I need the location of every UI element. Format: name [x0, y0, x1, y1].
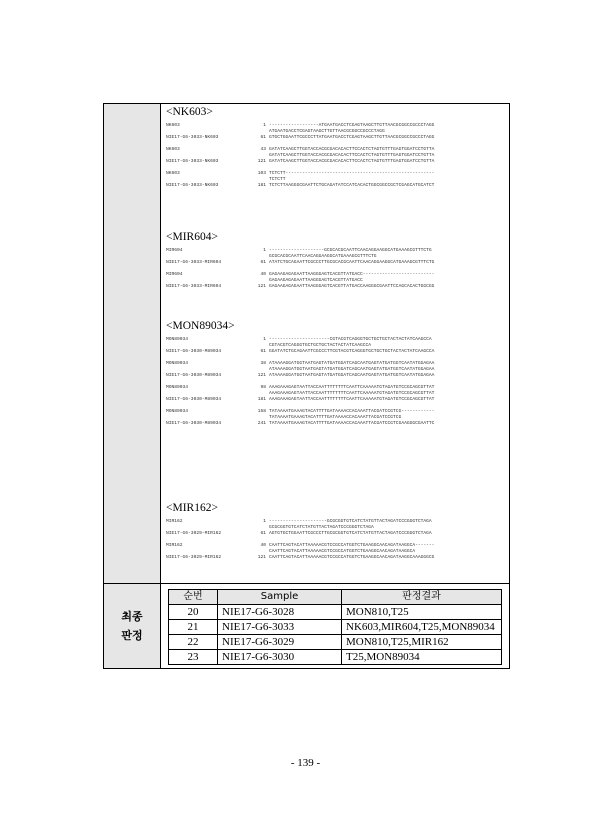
row-sample: NIE17-G6-3028: [218, 605, 342, 620]
alignment-row: [166, 159, 504, 165]
sequence-text: GATATCAAGCTTGGTACCACGCGACACACTTCCACTCTAGTGTTTGAGTGGATCCTGTTA: [269, 159, 435, 164]
sequence-text: ATGAATGACCTCGAGTAAGCTTGTTAACGCGGCCGCCCTAGG: [269, 129, 385, 134]
sequence-name: NK603: [166, 147, 180, 152]
alignment-section: [166, 104, 504, 582]
sequence-text: AAAGAAAGAGTAATTACCAATTTTTTTTCAATTCAAAAATGTAGATGTCCGCAGCGTTAT: [269, 391, 435, 396]
sequence-text: ATAAAAGGATGGTAATGAGTATGATGGATCAGCAATGAGTATGATGGTCAATATGGAGAA: [269, 367, 435, 372]
row-no: 22: [169, 635, 218, 650]
sequence-text: GAGAAGAGAGAATTAAGGGAGTCACGTTATGACC: [269, 278, 363, 283]
table-row: [169, 620, 502, 635]
sequence-text: AAAGAAAGAGTAATTACCAATTTTTTTTCAATTCAAAAATGTAGATGTCCGCAGCGTTAT: [269, 385, 435, 390]
sequence-position: 61: [260, 531, 266, 536]
sequence-name: NIE17-G6-3033-NK603: [166, 135, 219, 140]
sequence-name: NIE17-G6-3030-M89034: [166, 373, 222, 378]
sequence-text: GATATCAAGCTTGGTACCACGCGACACACTTCCACTCTAGTGTTTGAGTGGATCCTGTTA: [269, 147, 435, 152]
sequence-text: TCTCTTAAGGGCGAATTCTGCAGATATCCATCACACTGGCGGCCGCTCGAGCATGCATCT: [269, 183, 435, 188]
sequence-text: ---------------------GCGCGGTGTCATCTATGTTACTAGATCCCGGGTCTAGA: [269, 519, 432, 524]
alignment-row: [166, 135, 504, 141]
sequence-name: NIE17-G6-3029-MIR162: [166, 555, 222, 560]
alignment-row: [166, 284, 504, 290]
row-no: 23: [169, 650, 218, 665]
sequence-name: MON89034: [166, 409, 189, 414]
sequence-position: 61: [260, 349, 266, 354]
sequence-text: AAAGAAAGAGTAATTACCAATTTTTTTTCAATTCAAAAATGTAGATGTCCGCAGCGTTAT: [269, 397, 435, 402]
sequence-position: 40: [260, 543, 266, 548]
alignment-block-mir604: [166, 231, 504, 290]
sequence-name: NIE17-G6-3033-MIR604: [166, 284, 222, 289]
sequence-text: GATATCAAGCTTGGTACCACGCGACACACTTCCACTCTAGTGTTTGAGTGGATCCTGTTA: [269, 153, 435, 158]
sequence-name: MON89034: [166, 361, 189, 366]
sequence-text: ATAAAAGGATGGTAATGAGTATGATGGATCAGCAATGAGTATGATGGTCAATATGGAGAA: [269, 361, 435, 366]
alignment-title: <MIR162>: [166, 502, 218, 514]
row-no: 20: [169, 605, 218, 620]
sequence-text: GCGCGGTGTCATCTATGTTACTAGATCCCGGGTCTAGA: [269, 525, 374, 530]
sequence-name: MON89034: [166, 337, 189, 342]
sequence-position: 1: [263, 123, 266, 128]
alignment-block-nk603: [166, 106, 504, 189]
sequence-text: TATAAAATGAAAGTACATTTTGATAAAACCACAAATTACGATCCGTCG------------: [269, 409, 435, 414]
sequence-position: 181: [257, 397, 266, 402]
table-row: [169, 650, 502, 665]
alignment-title: <NK603>: [166, 106, 213, 118]
alignment-row: [166, 183, 504, 189]
row-sample: NIE17-G6-3030: [218, 650, 342, 665]
sequence-text: TATAAAATGAAAGTACATTTTGATAAAACCACAAATTACGATCCGTCGAAGGGCGAATTC: [269, 421, 435, 426]
sequence-name: NIE17-G6-3033-MIR604: [166, 260, 222, 265]
sequence-text: AGTGTGCTGGAATTCGCCCTTGCGCGGTGTCATCTATGTTACTAGATCCCGGGTCTAGA: [269, 531, 432, 536]
table-row: [169, 605, 502, 620]
row-no: 21: [169, 620, 218, 635]
row-sample: NIE17-G6-3033: [218, 620, 342, 635]
sequence-name: NIE17-G6-3029-MIR162: [166, 531, 222, 536]
table-row: [169, 635, 502, 650]
verdict-label-line1: 최종: [121, 610, 143, 623]
final-verdict-label: [103, 583, 161, 669]
sequence-text: TCTCTT: [269, 177, 286, 182]
row-result: T25,MON89034: [342, 650, 502, 665]
sequence-name: NIE17-G6-3030-M89034: [166, 397, 222, 402]
sequence-position: 158: [257, 409, 266, 414]
row-result: NK603,MIR604,T25,MON89034: [342, 620, 502, 635]
sequence-text: CAATTCAGTACATTAAAAACGTCCGCCATGGTCTGAAGGCAACAGATAAGGCAAAGGGCG: [269, 555, 435, 560]
sequence-name: MIR604: [166, 272, 183, 277]
sequence-position: 121: [257, 373, 266, 378]
sequence-text: ATAAAAGGATGGTAATGAGTATGATGGATCAGCAATGAGTATGATGGTCAATATGGAGAA: [269, 373, 435, 378]
verdict-table-header: [169, 590, 502, 605]
alignment-title: <MON89034>: [166, 320, 235, 332]
sequence-text: ----------------------CGTACGTCAGGGTGCTGCTGCTACTACTATCAAGCCA: [269, 337, 432, 342]
sequence-position: 98: [260, 385, 266, 390]
page-number: - 139 -: [290, 757, 321, 769]
sequence-position: 121: [257, 284, 266, 289]
sequence-text: TATAAAATGAAAGTACATTTTGATAAAACCACAAATTACGATCCGTCG: [269, 415, 402, 420]
sequence-name: NK603: [166, 123, 180, 128]
alignment-title: <MIR604>: [166, 231, 218, 243]
sequence-position: 121: [257, 159, 266, 164]
alignment-row: [166, 397, 504, 403]
alignment-block-mir162: [166, 502, 504, 561]
sequence-position: 38: [260, 361, 266, 366]
sequence-text: GAGAAGAGAGAATTAAGGGAGTCACGTTATGACC--------------------------: [269, 272, 435, 277]
sequence-name: MIR162: [166, 543, 183, 548]
sequence-text: ------------------ATGAATGACCTCGAGTAAGCTTGTTAACGCGGCCGCCCTAGG: [269, 123, 435, 128]
sequence-name: NIE17-G6-3033-NK603: [166, 183, 219, 188]
sequence-position: 1: [263, 337, 266, 342]
alignment-row: [166, 260, 504, 266]
sequence-text: ATATCTGCAGAATTCGCCCTTGCGCACGCAATTCAACAGGAAGGCATGAAAGCGTTTCTG: [269, 260, 435, 265]
alignment-row: [166, 421, 504, 427]
sequence-text: CAATTCAGTACATTAAAAACGTCCGCCATGGTCTGAAGGCAACAGATAAGGCA-------: [269, 543, 435, 548]
sequence-position: 181: [257, 183, 266, 188]
sequence-name: NIE17-G6-3030-M89034: [166, 421, 222, 426]
sequence-name: NIE17-G6-3030-M89034: [166, 349, 222, 354]
row-result: MON810,T25: [342, 605, 502, 620]
sequence-text: GTGCTGGAATTCGCCCTTATGAATGACCTCGAGTAAGCTTGTTAACGCGGCCGCCCTAGG: [269, 135, 435, 140]
sequence-text: CAATTCAGTACATTAAAAACGTCCGCCATGGTCTGAAGGCAACAGATAAGGCA: [269, 549, 416, 554]
section-divider: [103, 583, 510, 584]
sequence-position: 103: [257, 171, 266, 176]
sequence-position: 61: [260, 260, 266, 265]
row-sample: NIE17-G6-3029: [218, 635, 342, 650]
sequence-position: 121: [257, 555, 266, 560]
sequence-text: TCTCTT------------------------------------------------------: [269, 171, 435, 176]
sequence-text: GGATATCTGCAGAATTCGCCCTTCGTACGTCAGGGTGCTGCTGCTACTACTATCAAGCCA: [269, 349, 435, 354]
sequence-name: NK603: [166, 171, 180, 176]
sequence-position: 241: [257, 421, 266, 426]
sequence-position: 61: [260, 135, 266, 140]
alignment-row: [166, 555, 504, 561]
sequence-name: MIR162: [166, 519, 183, 524]
alignment-row: [166, 349, 504, 355]
sequence-text: --------------------GCGCACGCAATTCAACAGGAAGGCATGAAAGCGTTTCTG: [269, 248, 432, 253]
sequence-text: GCGCACGCAATTCAACAGGAAGGCATGAAAGCGTTTCTG: [269, 254, 377, 259]
sequence-name: MIR604: [166, 248, 183, 253]
row-result: MON810,T25,MIR162: [342, 635, 502, 650]
sequence-name: MON89034: [166, 385, 189, 390]
sequence-position: 40: [260, 272, 266, 277]
sequence-position: 1: [263, 519, 266, 524]
sequence-text: CGTACGTCAGGGTGCTGCTGCTACTACTATCAAGCCA: [269, 343, 371, 348]
header-result: 판정결과: [342, 590, 502, 605]
header-no: 순번: [169, 590, 218, 605]
header-sample: Sample: [218, 590, 342, 605]
sequence-position: 1: [263, 248, 266, 253]
verdict-table: [168, 589, 502, 665]
sequence-text: GAGAAGAGAGAATTAAGGGAGTCACGTTATGACCAAGGGCGAATTCCAGCACACTGGCGG: [269, 284, 435, 289]
sequence-name: NIE17-G6-3033-NK603: [166, 159, 219, 164]
alignment-row: [166, 531, 504, 537]
alignment-row: [166, 373, 504, 379]
sequence-position: 43: [260, 147, 266, 152]
verdict-label-line2: 판정: [121, 629, 143, 642]
alignment-block-mon89034: [166, 320, 504, 427]
